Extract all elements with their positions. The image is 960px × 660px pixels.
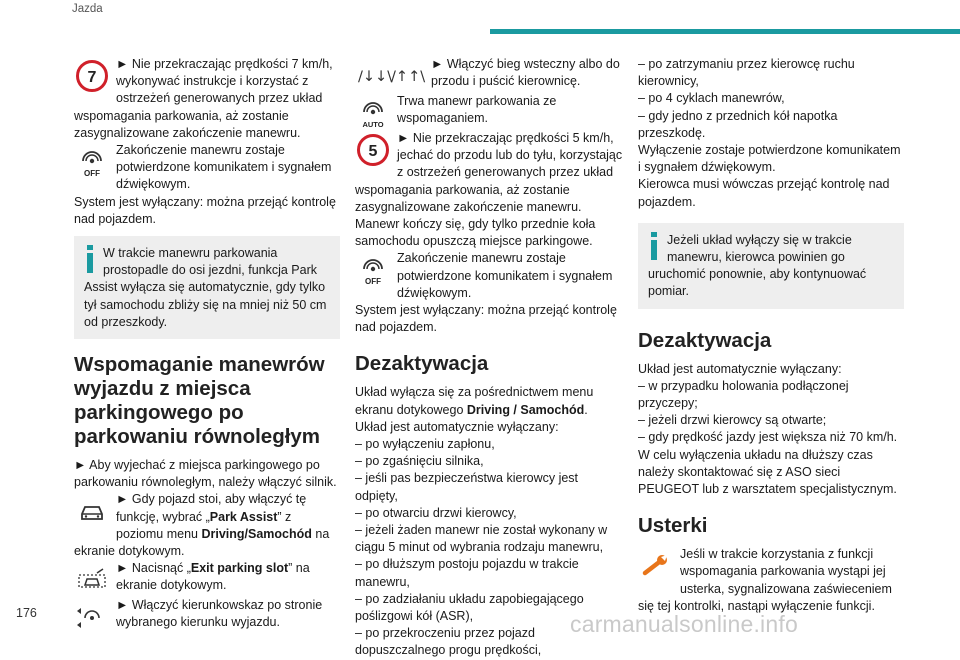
list-item: – jeżeli żaden manewr nie został wykonany w ciągu 5 minut od wybrania rodzaju manewru, bbox=[355, 523, 608, 555]
info-text-2: Jeżeli układ wyłączy się w trakcie manewru, kierowca powinien go uruchomić ponownie, aby kontynuować pomiar. bbox=[648, 232, 867, 299]
car-icon bbox=[74, 493, 110, 528]
list-item: – po wyłączeniu zapłonu, bbox=[355, 437, 495, 452]
svg-text:OFF: OFF bbox=[84, 168, 100, 178]
list-item: – jeśli pas bezpieczeństwa kierowcy jest odpięty, bbox=[355, 471, 579, 503]
step-7-badge-icon bbox=[74, 58, 110, 93]
running-head: Jazda bbox=[72, 3, 103, 15]
svg-text:7: 7 bbox=[87, 68, 97, 86]
list-item: – w przypadku holowania podłączonej przyczepy; bbox=[638, 378, 849, 411]
info-box bbox=[74, 236, 340, 339]
info-icon bbox=[84, 245, 97, 275]
system-off-2: System jest wyłączany: można przejąć kontrolę nad pojazdem. bbox=[355, 303, 617, 335]
exit-intro: ► Aby wyjechać z miejsca parkingowego po parkowaniu równoległym, należy włączyć silnik. bbox=[74, 458, 337, 490]
list-item: – po otwarciu drzwi kierowcy, bbox=[355, 505, 517, 520]
svg-text:/↑↑\: /↑↑\ bbox=[390, 67, 426, 85]
list-item: – po zadziałaniu układu zapobiegającego poślizgowi kół (ASR), bbox=[355, 591, 584, 624]
list-item: – gdy jedno z przednich kół napotka przeszkodę. bbox=[638, 108, 838, 140]
end-condition: Manewr kończy się, gdy tylko przednie koła samochodu opuszczą miejsce parkingowe. bbox=[355, 217, 596, 249]
faults bbox=[638, 546, 904, 615]
off-confirm-2 bbox=[355, 250, 623, 302]
list-item: – gdy prędkość jazdy jest większa niż 70 km/h. bbox=[638, 430, 898, 445]
gear-step bbox=[355, 56, 623, 90]
deact-list bbox=[638, 378, 904, 447]
watermark: carmanualsonline.info bbox=[570, 611, 798, 637]
svg-text:AUTO: AUTO bbox=[362, 119, 384, 129]
step-5 bbox=[355, 130, 623, 216]
car-step: ► Gdy pojazd stoi, aby włączyć tę funkcję, wybrać „Park Assist” z poziomu menu Driving/Samochód na ekranie dotykowym. bbox=[74, 492, 330, 559]
column-2 bbox=[355, 56, 623, 660]
deact-menu: Układ wyłącza się za pośrednictwem menu ekranu dotykowego Driving / Samochód. bbox=[355, 385, 594, 417]
indicator-step-text: ► Włączyć kierunkowskaz po stronie wybranego kierunku wyjazdu. bbox=[116, 598, 323, 630]
list-item: – po dłuższym postoju pojazdu w trakcie manewru, bbox=[355, 557, 579, 589]
svg-text:OFF: OFF bbox=[365, 276, 381, 286]
list-item: – po przekroczeniu przez pojazd dopuszczalnego progu prędkości, bbox=[355, 626, 542, 658]
page-number: 176 bbox=[16, 606, 37, 620]
parking-off-icon bbox=[74, 144, 110, 179]
off-confirm bbox=[74, 142, 340, 194]
deact-confirm: Wyłączenie zostaje potwierdzone komunikatem i sygnałem dźwiękowym. bbox=[638, 143, 901, 175]
column-1 bbox=[74, 56, 340, 634]
step-5-text: ► Nie przekraczając prędkości 5 km/h, jechać do przodu lub do tyłu, korzystając z ostrzeżeń generowanych przez układ wspomagania parkowania, aż zostanie zasygnalizowane zakończenie manewru. bbox=[355, 131, 623, 214]
auto-in-progress bbox=[355, 93, 623, 127]
indicator-step bbox=[74, 597, 340, 631]
list-item: – po zatrzymaniu przez kierowcę ruchu kierownicy, bbox=[638, 57, 855, 89]
auto-off-intro-2: Układ jest automatycznie wyłączany: bbox=[638, 361, 842, 376]
section-heading-deactivation-2: Dezaktywacja bbox=[638, 328, 772, 352]
auto-off-intro: Układ jest automatycznie wyłączany: bbox=[355, 419, 559, 434]
info-icon bbox=[648, 232, 661, 262]
exit-slot-step: ► Nacisnąć „Exit parking slot” na ekranie dotykowym. bbox=[74, 560, 340, 594]
contact-dealer: W celu wyłączenia układu na dłuższy czas należy skontaktować się z ASO sieci PEUGEOT lub z warsztatem specjalistycznym. bbox=[638, 447, 897, 497]
info-box-2 bbox=[638, 223, 904, 309]
gear-direction-icon bbox=[355, 58, 425, 93]
info-text: W trakcie manewru parkowania prostopadle do osi jezdni, funkcja Park Assist wyłącza się automatycznie, gdy tylko tył samochodu zbliży się na mniej niż 50 cm od przeszkody. bbox=[84, 246, 327, 329]
svg-text:/↓↓\: /↓↓\ bbox=[357, 67, 393, 85]
step-5-badge-icon bbox=[355, 132, 391, 167]
parking-off-icon bbox=[355, 252, 391, 287]
auto-off-list-cont bbox=[638, 56, 904, 142]
auto-text: Trwa manewr parkowania ze wspomaganiem. bbox=[397, 94, 557, 126]
driver-control: Kierowca musi wówczas przejąć kontrolę nad pojazdem. bbox=[638, 177, 890, 209]
svg-text:5: 5 bbox=[368, 142, 378, 160]
system-off: System jest wyłączany: można przejąć kontrolę nad pojazdem. bbox=[74, 194, 336, 226]
parking-auto-icon bbox=[355, 95, 391, 130]
header-rule bbox=[490, 29, 960, 34]
off-confirm-text-2: Zakończenie manewru zostaje potwierdzone komunikatem i sygnałem dźwiękowym. bbox=[397, 251, 613, 300]
section-heading-deactivation: Dezaktywacja bbox=[355, 352, 489, 376]
step-7 bbox=[74, 56, 340, 142]
list-item: – jeżeli drzwi kierowcy są otwarte; bbox=[638, 413, 827, 428]
list-item: – po zgaśnięciu silnika, bbox=[355, 454, 484, 469]
section-heading-faults: Usterki bbox=[638, 514, 708, 538]
wrench-warning-icon bbox=[638, 548, 674, 583]
off-confirm-text: Zakończenie manewru zostaje potwierdzone komunikatem i sygnałem dźwiękowym. bbox=[116, 143, 332, 192]
step-7-text: ► Nie przekraczając prędkości 7 km/h, wykonywać instrukcje i korzystać z ostrzeżeń generowanych przez układ wspomagania parkowania, aż zostanie zasygnalizowane zakończenie manewru. bbox=[74, 57, 333, 140]
section-heading-exit: Wspomaganie manewrów wyjazdu z miejsca parkingowego po parkowaniu równoległym bbox=[74, 353, 325, 449]
column-3 bbox=[638, 56, 904, 615]
gear-step-text: ► Włączyć bieg wsteczny albo do przodu i puścić kierownicę. bbox=[431, 57, 620, 89]
faults-text: Jeśli w trakcie korzystania z funkcji wspomagania parkowania wystąpi jej usterka, sygnalizowana zaświeceniem się tej kontrolki, nastąpi wyłączenie funkcji. bbox=[638, 547, 892, 613]
turn-indicator-parking-icon bbox=[74, 599, 110, 634]
list-item: – po 4 cyklach manewrów, bbox=[638, 91, 785, 106]
exit-parking-slot-icon bbox=[74, 562, 110, 597]
